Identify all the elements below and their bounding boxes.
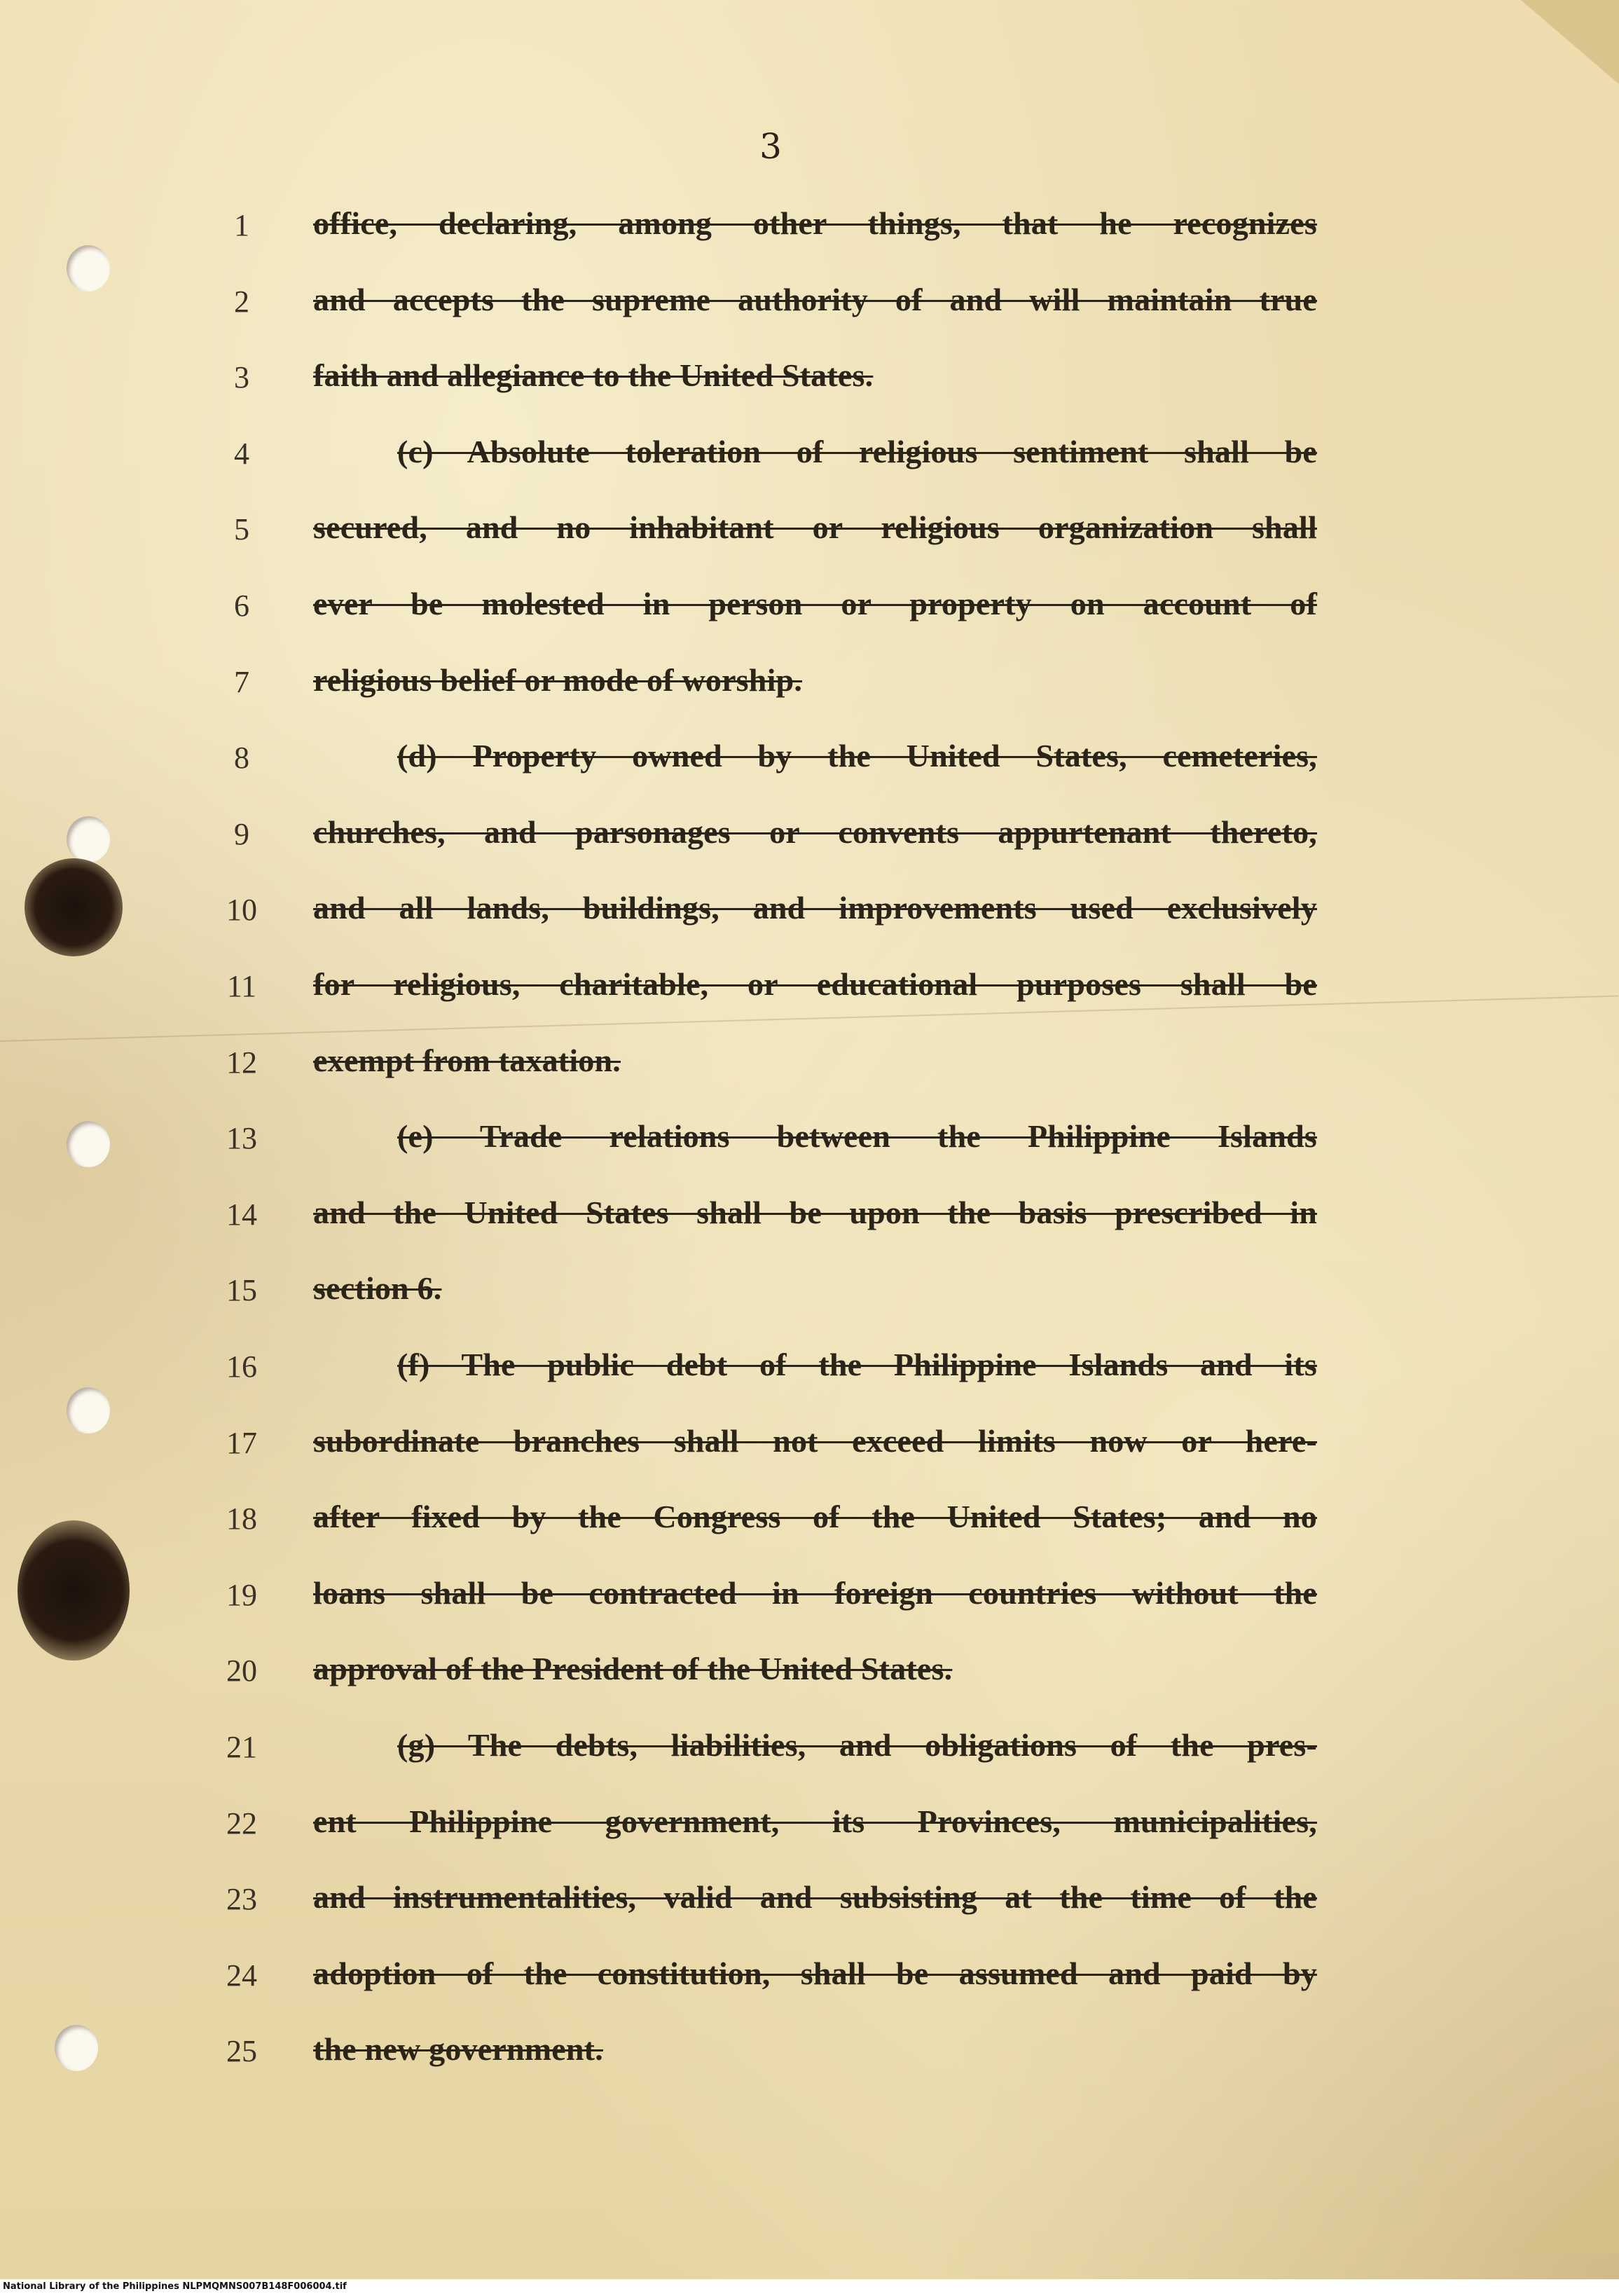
struck-text-line: (f) The public debt of the Philippine Islands and its	[397, 1347, 1317, 1382]
struck-text-line: (e) Trade relations between the Philippine Islands	[397, 1118, 1317, 1154]
folded-corner-bottom-right	[1514, 2156, 1619, 2254]
punch-hole	[67, 1121, 110, 1167]
line-number: 1	[234, 208, 249, 242]
line-number: 24	[226, 1958, 257, 1993]
punch-hole	[67, 245, 110, 291]
page-number: 3	[759, 126, 782, 167]
struck-text-line: (g) The debts, liabilities, and obligations of the pres-	[397, 1727, 1317, 1763]
line-number: 19	[226, 1578, 257, 1612]
struck-text-line: and accepts the supreme authority of and will maintain true	[313, 282, 1317, 317]
line-number: 17	[226, 1426, 257, 1460]
struck-text-line: for religious, charitable, or educational purposes shall be	[313, 966, 1317, 1002]
line-number: 21	[226, 1730, 257, 1764]
line-number: 23	[226, 1882, 257, 1916]
line-number: 9	[234, 817, 249, 851]
line-number: 6	[234, 589, 249, 623]
line-number: 10	[226, 893, 257, 927]
line-number: 15	[226, 1273, 257, 1307]
line-number: 11	[226, 969, 257, 1003]
struck-text-line: the new government.	[313, 2031, 603, 2067]
line-number: 2	[234, 284, 249, 319]
struck-text-line: faith and allegiance to the United States.	[313, 357, 874, 393]
struck-text-line: loans shall be contracted in foreign countries without the	[313, 1575, 1317, 1611]
line-number: 14	[226, 1197, 257, 1232]
struck-text-line: (d) Property owned by the United States, cemeteries,	[397, 738, 1317, 774]
struck-text-line: approval of the President of the United States.	[313, 1651, 953, 1686]
struck-text-line: ent Philippine government, its Provinces, municipalities,	[313, 1803, 1317, 1839]
line-number: 4	[234, 436, 249, 471]
line-number: 22	[226, 1806, 257, 1841]
struck-text-line: ever be molested in person or property on account of	[313, 586, 1317, 621]
struck-text-line: religious belief or mode of worship.	[313, 662, 803, 698]
struck-text-line: churches, and parsonages or convents appurtenant thereto,	[313, 814, 1317, 850]
burn-mark	[25, 858, 123, 956]
archive-caption: National Library of the Philippines NLPMQMNS007B148F006004.tif	[0, 2279, 633, 2296]
line-number: 7	[234, 665, 249, 699]
burn-mark	[18, 1520, 130, 1661]
line-number: 25	[226, 2034, 257, 2068]
line-number: 12	[226, 1045, 257, 1080]
struck-text-line: and all lands, buildings, and improvements used exclusively	[313, 890, 1317, 926]
struck-text-line: adoption of the constitution, shall be assumed and paid by	[313, 1955, 1317, 1991]
line-number: 16	[226, 1349, 257, 1384]
line-number: 5	[234, 512, 249, 546]
line-number: 3	[234, 360, 249, 394]
punch-hole	[55, 2025, 98, 2071]
punch-hole	[67, 1387, 110, 1434]
struck-text-line: (c) Absolute toleration of religious sentiment shall be	[397, 434, 1317, 469]
line-number: 18	[226, 1501, 257, 1536]
struck-text-line: exempt from taxation.	[313, 1043, 621, 1078]
punch-hole	[67, 816, 110, 862]
struck-text-line: section 6.	[313, 1270, 442, 1306]
line-number: 8	[234, 741, 249, 775]
struck-text-line: subordinate branches shall not exceed limits now or here-	[313, 1423, 1317, 1459]
struck-text-line: secured, and no inhabitant or religious organization shall	[313, 509, 1317, 545]
struck-text-line: and instrumentalities, valid and subsisting at the time of the	[313, 1879, 1317, 1915]
struck-text-line: after fixed by the Congress of the United States; and no	[313, 1499, 1317, 1534]
line-number: 20	[226, 1654, 257, 1688]
struck-text-line: office, declaring, among other things, that he recognizes	[313, 205, 1317, 241]
line-number: 13	[226, 1121, 257, 1155]
struck-text-line: and the United States shall be upon the basis prescribed in	[313, 1195, 1317, 1230]
folded-corner-top-right	[1521, 0, 1619, 84]
